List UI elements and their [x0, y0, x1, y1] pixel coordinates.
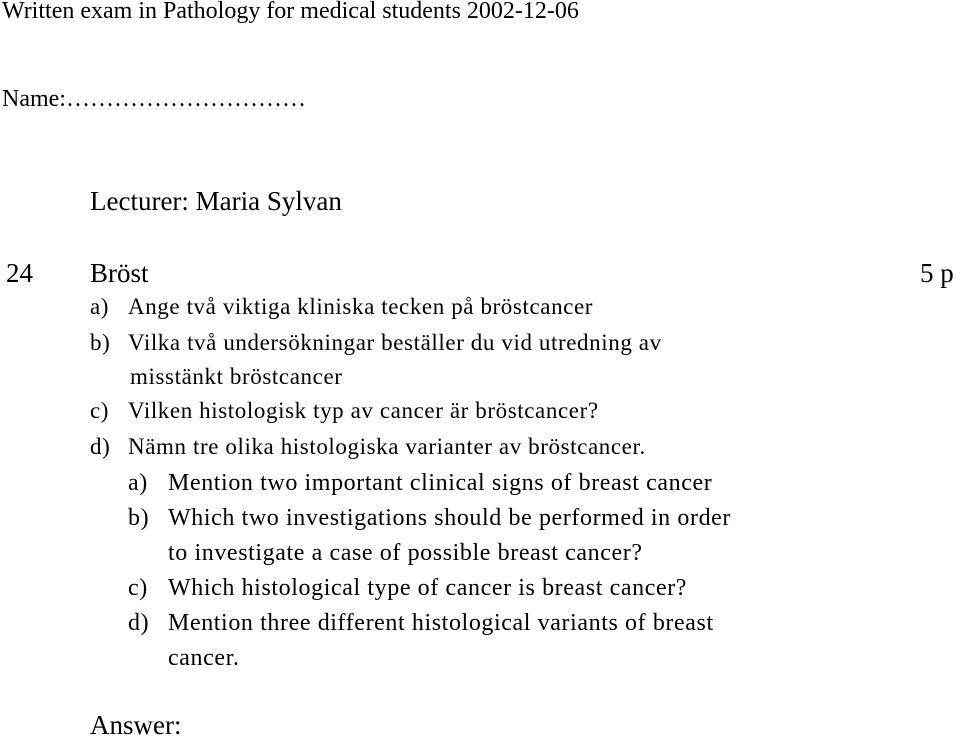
item-text: Nämn tre olika histologiska varianter av bröstcancer. [128, 434, 646, 459]
swedish-item-b-continued: misstänkt bröstcancer [130, 364, 343, 389]
english-item-d [128, 610, 714, 637]
swedish-item-c [90, 398, 599, 424]
item-text: Vilken histologisk typ av cancer är bröstcancer? [128, 398, 599, 423]
item-text: Which two investigations should be performed in order [168, 505, 732, 531]
question-points: 5 p [920, 258, 954, 288]
swedish-item-d [90, 434, 646, 460]
name-field-line: Name:………………………… [2, 86, 306, 112]
item-text: Ange två viktiga kliniska tecken på bröstcancer [128, 294, 594, 319]
item-label: b) [90, 330, 111, 355]
lecturer-line: Lecturer: Maria Sylvan [90, 186, 342, 216]
item-label: d) [90, 434, 111, 459]
item-label: a) [128, 470, 148, 496]
english-item-c [128, 575, 687, 602]
swedish-item-a [90, 294, 593, 320]
exam-header: Written exam in Pathology for medical students 2002-12-06 [2, 0, 579, 24]
english-item-a [128, 470, 712, 497]
swedish-item-b [90, 330, 662, 356]
item-text: Vilka två undersökningar beställer du vid utredning av [128, 330, 662, 355]
item-text: Mention two important clinical signs of breast cancer [168, 470, 713, 496]
item-label: a) [90, 294, 110, 319]
item-text: Mention three different histological variants of breast [168, 610, 714, 636]
question-number: 24 [6, 258, 33, 288]
item-label: b) [128, 505, 150, 531]
item-label: d) [128, 610, 150, 636]
answer-label: Answer: [90, 710, 182, 740]
english-item-b-continued: to investigate a case of possible breast cancer? [168, 540, 643, 566]
english-item-d-continued: cancer. [168, 645, 240, 671]
item-text: Which histological type of cancer is breast cancer? [168, 575, 688, 601]
english-item-b [128, 505, 731, 532]
question-title: Bröst [90, 258, 149, 288]
item-label: c) [90, 398, 110, 423]
item-label: c) [128, 575, 148, 601]
